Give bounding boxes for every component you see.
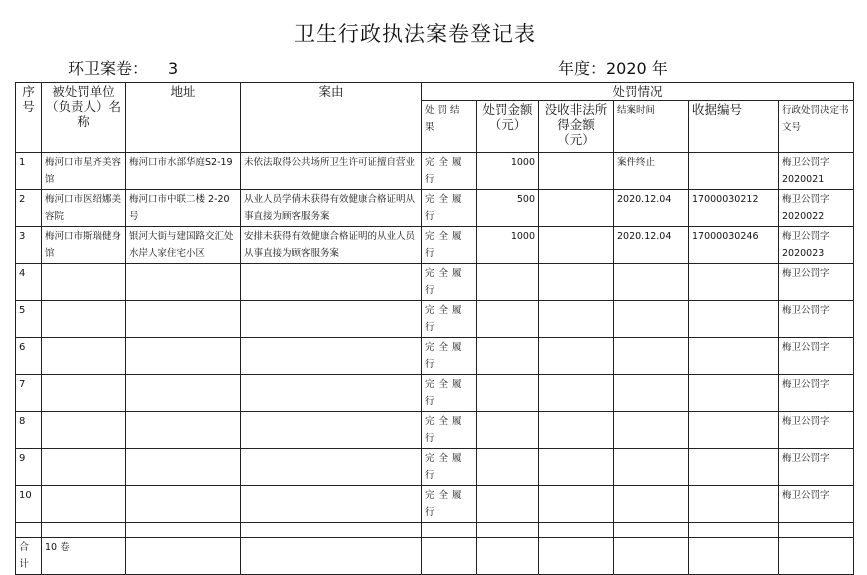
cell-address [126, 449, 241, 486]
blank-cell [422, 523, 477, 538]
cell-seq: 5 [16, 301, 42, 338]
cell-confiscation [539, 190, 614, 227]
cell-doc-no: 梅卫公罚字2020022 [779, 190, 854, 227]
blank-cell [539, 538, 614, 575]
header-confiscation: 没收非法所得金额（元） [539, 101, 614, 153]
cell-seq: 6 [16, 338, 42, 375]
cell-confiscation [539, 153, 614, 190]
cell-cause [241, 486, 422, 523]
cell-result: 完全履行 [422, 486, 477, 523]
cell-seq: 1 [16, 153, 42, 190]
table-row [16, 153, 854, 190]
cell-close-time: 2020.12.04 [614, 227, 689, 264]
cell-close-time [614, 486, 689, 523]
cell-seq: 10 [16, 486, 42, 523]
blank-cell [614, 538, 689, 575]
cell-receipt [689, 301, 779, 338]
blank-cell [126, 523, 241, 538]
cell-amount: 1000 [477, 153, 539, 190]
cell-address: 梅河口市水部华庭S2-19 [126, 153, 241, 190]
cell-cause [241, 375, 422, 412]
cell-confiscation [539, 486, 614, 523]
blank-row [16, 523, 854, 538]
blank-cell [689, 538, 779, 575]
blank-cell [779, 523, 854, 538]
cell-address: 梅河口市中联二楼 2-20号 [126, 190, 241, 227]
cell-cause: 安排未获得有效健康合格证明的从业人员从事直接为顾客服务案 [241, 227, 422, 264]
header-doc-no: 行政处罚决定书文号 [779, 101, 854, 153]
cell-address [126, 264, 241, 301]
cell-doc-no: 梅卫公罚字 [779, 338, 854, 375]
cell-amount [477, 375, 539, 412]
table-row [16, 375, 854, 412]
volume-info [68, 56, 178, 79]
cell-doc-no: 梅卫公罚字 [779, 449, 854, 486]
page-title: 卫生行政执法案卷登记表 [294, 22, 536, 46]
cell-amount [477, 412, 539, 449]
header-close-time: 结案时间 [614, 101, 689, 153]
cell-result: 完全履行 [422, 227, 477, 264]
cell-address [126, 338, 241, 375]
cell-cause [241, 449, 422, 486]
table-row [16, 264, 854, 301]
cell-address [126, 375, 241, 412]
cell-amount [477, 486, 539, 523]
cell-result: 完全履行 [422, 375, 477, 412]
cell-close-time [614, 412, 689, 449]
cell-result: 完全履行 [422, 338, 477, 375]
cell-party [42, 264, 126, 301]
cell-party [42, 449, 126, 486]
cell-doc-no: 梅卫公罚字 [779, 412, 854, 449]
header-receipt: 收据编号 [689, 101, 779, 153]
cell-cause [241, 264, 422, 301]
cell-result: 完全履行 [422, 449, 477, 486]
table-row [16, 412, 854, 449]
cell-confiscation [539, 338, 614, 375]
cell-amount [477, 264, 539, 301]
table-row [16, 227, 854, 264]
cell-doc-no: 梅卫公罚字2020021 [779, 153, 854, 190]
cell-doc-no: 梅卫公罚字 [779, 486, 854, 523]
blank-cell [539, 523, 614, 538]
table-row [16, 486, 854, 523]
blank-cell [16, 523, 42, 538]
cell-receipt [689, 153, 779, 190]
cell-receipt [689, 264, 779, 301]
cell-confiscation [539, 449, 614, 486]
cell-amount: 500 [477, 190, 539, 227]
register-table [15, 82, 854, 575]
cell-amount: 1000 [477, 227, 539, 264]
cell-receipt [689, 375, 779, 412]
cell-seq: 3 [16, 227, 42, 264]
blank-cell [477, 538, 539, 575]
cell-seq: 2 [16, 190, 42, 227]
table-row [16, 338, 854, 375]
total-row [16, 538, 854, 575]
cell-amount [477, 338, 539, 375]
cell-party: 梅河口市医绍娜美容院 [42, 190, 126, 227]
cell-doc-no: 梅卫公罚字 [779, 375, 854, 412]
cell-cause [241, 301, 422, 338]
cell-close-time [614, 338, 689, 375]
cell-party [42, 301, 126, 338]
cell-close-time [614, 375, 689, 412]
blank-cell [42, 523, 126, 538]
cell-close-time [614, 449, 689, 486]
table-row [16, 449, 854, 486]
cell-confiscation [539, 375, 614, 412]
volume-number: 3 [168, 59, 179, 78]
header-amount: 处罚金额（元） [477, 101, 539, 153]
cell-seq: 8 [16, 412, 42, 449]
cell-cause [241, 338, 422, 375]
cell-receipt [689, 449, 779, 486]
blank-cell [614, 523, 689, 538]
cell-result: 完全履行 [422, 412, 477, 449]
total-value: 10 卷 [42, 538, 126, 575]
cell-close-time: 2020.12.04 [614, 190, 689, 227]
cell-result: 完全履行 [422, 301, 477, 338]
cell-cause [241, 412, 422, 449]
cell-result: 完全履行 [422, 190, 477, 227]
cell-confiscation [539, 412, 614, 449]
cell-cause: 未依法取得公共场所卫生许可证擅自营业 [241, 153, 422, 190]
cell-confiscation [539, 264, 614, 301]
header-address: 地址 [126, 83, 241, 153]
cell-seq: 9 [16, 449, 42, 486]
blank-cell [126, 538, 241, 575]
cell-doc-no: 梅卫公罚字 [779, 301, 854, 338]
blank-cell [689, 523, 779, 538]
header-cause: 案由 [241, 83, 422, 153]
blank-cell [241, 538, 422, 575]
cell-amount [477, 301, 539, 338]
cell-address [126, 301, 241, 338]
cell-seq: 7 [16, 375, 42, 412]
blank-cell [477, 523, 539, 538]
cell-close-time [614, 264, 689, 301]
header-seq: 序号 [16, 83, 42, 153]
table-row [16, 190, 854, 227]
header-result: 处罚结果 [422, 101, 477, 153]
cell-party [42, 486, 126, 523]
cell-confiscation [539, 227, 614, 264]
cell-result: 完全履行 [422, 264, 477, 301]
blank-cell [779, 538, 854, 575]
cell-party [42, 375, 126, 412]
cell-receipt [689, 486, 779, 523]
cell-confiscation [539, 301, 614, 338]
cell-receipt [689, 338, 779, 375]
header-penalty-group: 处罚情况 [422, 83, 854, 101]
table-row [16, 301, 854, 338]
cell-party: 梅河口市斯瑞健身馆 [42, 227, 126, 264]
cell-close-time: 案件终止 [614, 153, 689, 190]
cell-receipt [689, 412, 779, 449]
year-info: 年度：2020 年 [558, 59, 668, 78]
cell-amount [477, 449, 539, 486]
cell-party [42, 338, 126, 375]
blank-cell [241, 523, 422, 538]
cell-receipt: 17000030246 [689, 227, 779, 264]
cell-cause: 从业人员学倩未获得有效健康合格证明从事直接为顾客服务案 [241, 190, 422, 227]
cell-doc-no: 梅卫公罚字 [779, 264, 854, 301]
cell-receipt: 17000030212 [689, 190, 779, 227]
cell-party: 梅河口市星齐美容馆 [42, 153, 126, 190]
cell-address: 银河大街与建国路交汇处水岸人家住宅小区 [126, 227, 241, 264]
volume-label: 环卫案卷： [68, 59, 149, 78]
blank-cell [422, 538, 477, 575]
cell-party [42, 412, 126, 449]
cell-close-time [614, 301, 689, 338]
cell-doc-no: 梅卫公罚字2020023 [779, 227, 854, 264]
cell-result: 完全履行 [422, 153, 477, 190]
header-party: 被处罚单位（负责人）名称 [42, 83, 126, 153]
cell-seq: 4 [16, 264, 42, 301]
total-label: 合计 [16, 538, 42, 575]
cell-address [126, 486, 241, 523]
cell-address [126, 412, 241, 449]
